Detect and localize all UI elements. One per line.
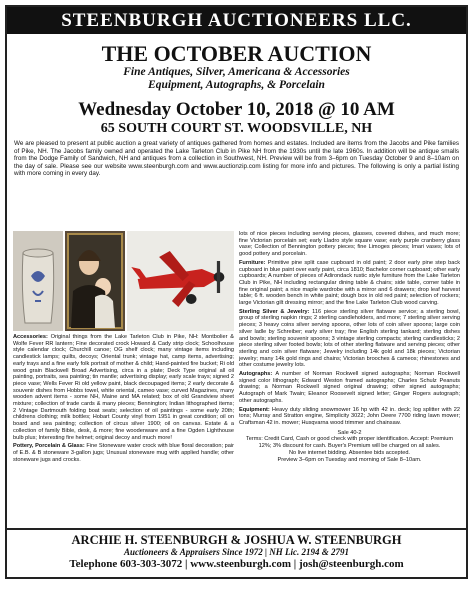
pottery-heading: Pottery, Porcelain & Glass:	[13, 443, 85, 450]
pottery-section	[13, 443, 234, 463]
company-header: STEENBURGH AUCTIONEERS LLC.	[7, 7, 466, 34]
autographs-heading: Autographs:	[239, 371, 273, 378]
portrait-image	[65, 231, 125, 331]
autographs-section	[239, 371, 460, 405]
footer-tagline: Auctioneers & Appraisers Since 1972 | NH Lic. 2194 & 2791	[124, 547, 349, 557]
equipment-section	[239, 407, 460, 427]
equipment-heading: Equipment:	[239, 406, 270, 413]
furniture-heading: Furniture:	[239, 259, 266, 266]
porcelain-continued	[239, 231, 460, 258]
accessories-heading: Accessories:	[13, 334, 48, 340]
terms-block	[239, 430, 460, 464]
terms-note-1: No live internet bidding. Absentee bids accepted.	[289, 449, 410, 456]
left-column	[13, 231, 234, 528]
terms-text: Terms: Credit Card, Cash or good check with proper identification. Accept: Premium 12%; 3% discount for cash. Buyer's Premium will be charged on all sales.	[245, 436, 454, 450]
equipment-text: Heavy duty sliding snowmower 16 hp with 42 in. deck; log splitter with 22 tons; Murray and Stratton engine, Simplicity 3022; John Deere 7700 riding lawn mower; Craftsman 42 in. mower; Husqvarna wood trimmer and chainsaw.	[239, 406, 460, 426]
silver-heading: Sterling Silver & Jewelry:	[239, 308, 310, 315]
photo-strip	[13, 231, 234, 331]
intro-paragraph: We are pleased to present at public auction a great variety of antiques gathered from homes and estates. Included are items from the Jacobs and Pike families of Pike, NH. The Jacobs family owned and operated the Lake Tarleton Club in Pike NH from the 1930s until the late 1960s. In addition will be antique smalls from the Dodge Family of Sandwich, NH and antiques from a collection in Southwest, NH. Preview will be from 3–6pm on Tuesday October 9 and 8–10am on the day of sale. Please see our website www.steenburgh.com and www.auctionzip.com listing for more info and pictures. The following is only a partial listing with more coming in every day.	[14, 140, 459, 178]
accessories-section	[13, 334, 234, 441]
subtitle-line-1: Fine Antiques, Silver, Americana & Accessories	[123, 66, 350, 78]
auction-flyer	[5, 5, 468, 579]
sale-number: Sale 40-2	[337, 429, 362, 436]
porcelain-text: lots of nice pieces including serving pieces, glasses, covered dishes, and much more; fine Victorian porcelain set; early Lladro style square vase; early purple cranberry glass vase; Collection of Bennington pottery pieces; fine Limoges pieces; Imari vases; lots of good pottery and porcelain.	[239, 231, 460, 258]
footer-contact: Telephone 603-303-3072 | www.steenburgh.com | josh@steenburgh.com	[69, 558, 404, 570]
terms-note-2: Preview 3–6pm on Tuesday and morning of Sale 8–10am.	[277, 456, 422, 463]
footer	[7, 528, 466, 577]
right-column	[239, 231, 460, 528]
furniture-section	[239, 260, 460, 307]
toy-plane-image	[127, 231, 234, 331]
subtitle-line-2: Equipment, Autographs, & Porcelain	[148, 79, 325, 91]
furniture-text: Primitive pine split case cupboard in old paint; 2 door early pine step back cupboard in blue paint over early paint, circa 1810; Bachelor corner cupboard; other early cupboards; A number of pieces of Adirondack rustic style furniture from the Lake Tarleton Club in Pike, NH including rectangular dining table & chairs; side table, corner table in fine original paint; a nice maple wardrobe with a mirror and 6 drawers; drop leaf harvest table; 6 ft. wooden bench in white paint; dough box in old red paint; selection of rockers; large Victorian gilt dressing mirror; and the fine Lake Tarleton Club wood carving.	[239, 259, 460, 307]
autographs-text: A number of Norman Rockwell signed autographs; Norman Rockwell signed color lithograph; Edward Weston framed autographs; Charles Schulz Peanuts drawing; a Norman Rockwell signed original drawing; other signed autographs; Autograph of Mark Twain; Eleanor Roosevelt signed letter; Ginger Rogers autograph; other autographs.	[239, 371, 460, 404]
auction-title: THE OCTOBER AUCTION	[101, 41, 372, 66]
pottery-text: Fine Stoneware water crock with blue floral decoration; pair of E.B. & B stoneware 3-gallon jugs; Unusual stoneware mug with applied handle; other stoneware jugs and crocks.	[13, 443, 234, 463]
auction-date: Wednesday October 10, 2018 @ 10 AM	[78, 99, 395, 120]
silver-text: 116 piece sterling silver flatware service; a sterling bowl, group of sterling napkin rings; 2 sterling candleholders, and more; 7 sterling silver serving pieces; 3 heavy coins silver serving spoons, other lots of coin silver spoons; large coin silver ladle by Schreiber; early silver tray; fine English sterling tankard; sterling dishes and bowls; sterling souvenir spoons; 3 vintage sterling compacts; sterling candlesticks; 2 piece sterling silver footed bowls; lots of other sterling flatware and serving pieces; other sterling and coin silver flatware; Jewelry including 14k gold and 18k pieces; Victorian jewelry; many 14k gold rings and chains; Victorian brooches & cameos; rhinestones and other costume jewelry lots.	[239, 308, 460, 369]
silver-section	[239, 309, 460, 369]
listing-body	[13, 231, 460, 528]
auction-address: 65 SOUTH COURT ST. WOODSVILLE, NH	[100, 121, 373, 136]
accessories-text: Original things from the Lake Tarleton Club in Pike, NH: Montbolier & Wolfe Fever RR lantern; Fine decorated crock Howard & Cady strip clock; Schoolhouse style calendar clock; Churchill canoe; OG shelf clock; many vintage items including candlestick lamps; quilts, decoys; Oriental trunk; vintage hat, camp items, advertising; early trays and a fine early folk portrait of mother & child; Hand-painted fire bucket; Ri old wood grain Blackwell Broad Advertising, circa in a plate; Deck Type original all oil painting, portraits, sea painting; tin mantle; advertising display; early scale trays; signed 2 piece vase; Wells Fever Ri old yellow paint, black decoupaged items; 2 early decorate & souvenir dishes from Hobbs towel, white oriental, cameo vase; curved Magazines, many wooden advent items - some NH, Maine and MA related; box of old Grandview sheet mixture; collection of trade cards & many pieces; Bennington; Indian lithographed items; 2 Vintage Dartmouth folding boat seats; selection of oil paintings - some early 20th; childrens clothing; milk bottles; Hobart County vinyl from 1951 in great condition; oil on board and sea painting; collection of circus silver 1900; oil on canvas. Estate & a collection of family Bible, desk, & more; fine woodenware and a fine Ogden Lighthouse bulb plus; Interesting fire helmet; original decoy and much more!	[13, 334, 234, 441]
auctioneer-names: ARCHIE H. STEENBURGH & JOSHUA W. STEENBURGH	[71, 533, 402, 547]
crock-image	[13, 231, 63, 331]
